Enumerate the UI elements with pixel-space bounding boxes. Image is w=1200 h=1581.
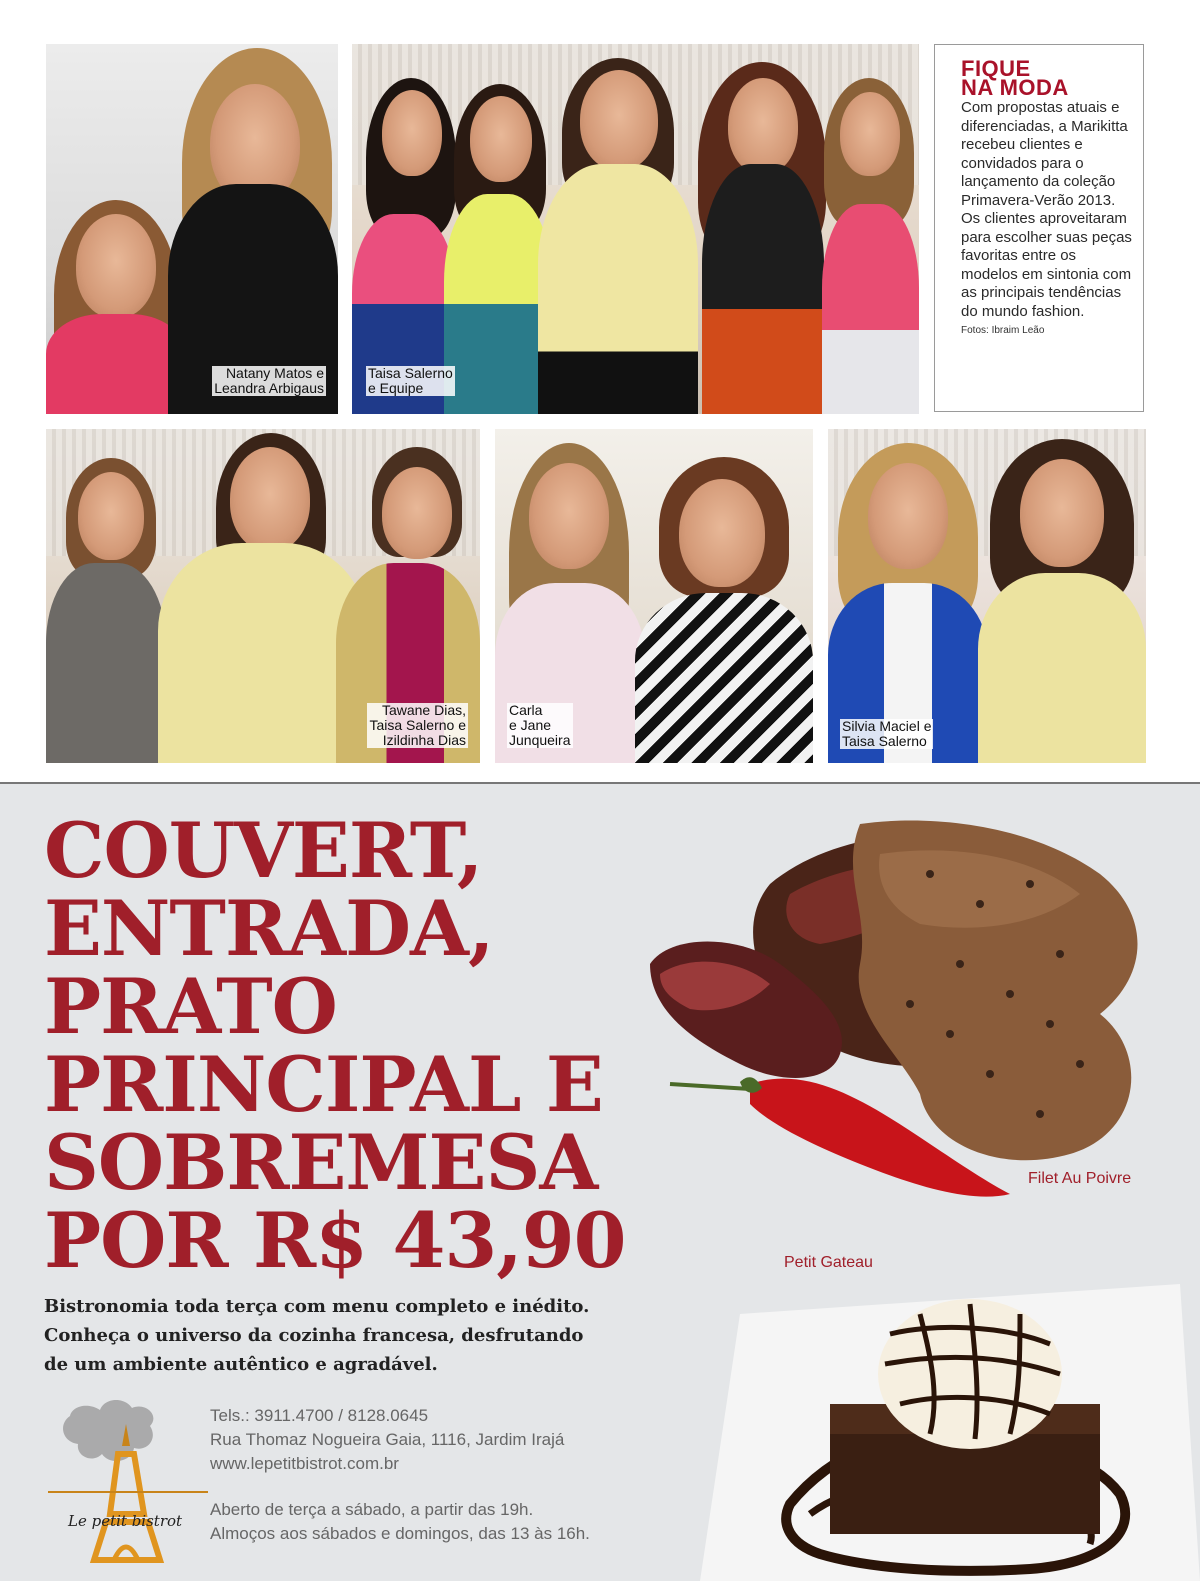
photo-tawane-taisa-izildinha bbox=[46, 429, 480, 763]
lunch-hours: Almoços aos sábados e domingos, das 13 às 16h. bbox=[210, 1524, 590, 1543]
filet-au-poivre-image bbox=[630, 814, 1170, 1224]
sidebar-body: Com propostas atuais e diferenciadas, a Marikitta recebeu clientes e convidados para o lançamento da coleção Primavera-Verão 2013. Os clientes aproveitaram para escolher suas peças favoritas entre os modelos em sintonia com as principais tendências do mundo fashion. bbox=[961, 99, 1132, 320]
tagline-line: de um ambiente autêntico e agradável. bbox=[44, 1354, 438, 1375]
headline-line: ENTRADA, bbox=[44, 884, 494, 973]
headline-line: POR R$ 43,90 bbox=[44, 1196, 626, 1285]
headline-line: PRINCIPAL E bbox=[44, 1040, 603, 1129]
ad-tagline bbox=[44, 1292, 664, 1379]
photo-caption: Tawane Dias, Taisa Salerno e Izildinha Dias bbox=[369, 702, 466, 748]
photo-caption: Silvia Maciel e Taisa Salerno bbox=[842, 718, 932, 749]
ad-headline bbox=[44, 806, 664, 1285]
photo-caption: Natany Matos e Leandra Arbigaus bbox=[214, 365, 324, 396]
dish-label-filet: Filet Au Poivre bbox=[1028, 1170, 1132, 1187]
headline-line: COUVERT, bbox=[44, 806, 483, 895]
sidebar-kicker: FIQUE NA MODA bbox=[961, 56, 1069, 100]
headline-line: PRATO bbox=[44, 962, 337, 1051]
photo-taisa-equipe bbox=[352, 44, 919, 414]
address: Rua Thomaz Nogueira Gaia, 1116, Jardim Irajá bbox=[210, 1430, 565, 1449]
headline-line: SOBREMESA bbox=[44, 1118, 598, 1207]
website-link[interactable]: www.lepetitbistrot.com.br bbox=[210, 1454, 399, 1473]
photo-silvia-taisa bbox=[828, 429, 1146, 763]
bistrot-advertisement bbox=[0, 784, 1200, 1581]
opening-hours: Aberto de terça a sábado, a partir das 19h. bbox=[210, 1500, 534, 1519]
photo-caption: Taisa Salerno e Equipe bbox=[368, 365, 453, 396]
fashion-sidebar bbox=[934, 44, 1144, 412]
tagline-line: Conheça o universo da cozinha francesa, desfrutando bbox=[44, 1325, 584, 1346]
bistrot-logo bbox=[48, 1394, 208, 1564]
photo-natany-leandra bbox=[46, 44, 338, 414]
dish-label-gateau: Petit Gateau bbox=[784, 1254, 873, 1271]
photo-caption: Carla e Jane Junqueira bbox=[509, 702, 571, 748]
tagline-line: Bistronomia toda terça com menu completo e inédito. bbox=[44, 1296, 590, 1317]
photo-carla-jane bbox=[495, 429, 813, 763]
logo-wordmark: Le petit bistrot bbox=[68, 1512, 183, 1530]
contact-info bbox=[210, 1404, 590, 1546]
phone-numbers: Tels.: 3911.4700 / 8128.0645 bbox=[210, 1406, 429, 1425]
petit-gateau-image bbox=[700, 1254, 1200, 1581]
photo-credit: Fotos: Ibraim Leão bbox=[961, 325, 1045, 336]
